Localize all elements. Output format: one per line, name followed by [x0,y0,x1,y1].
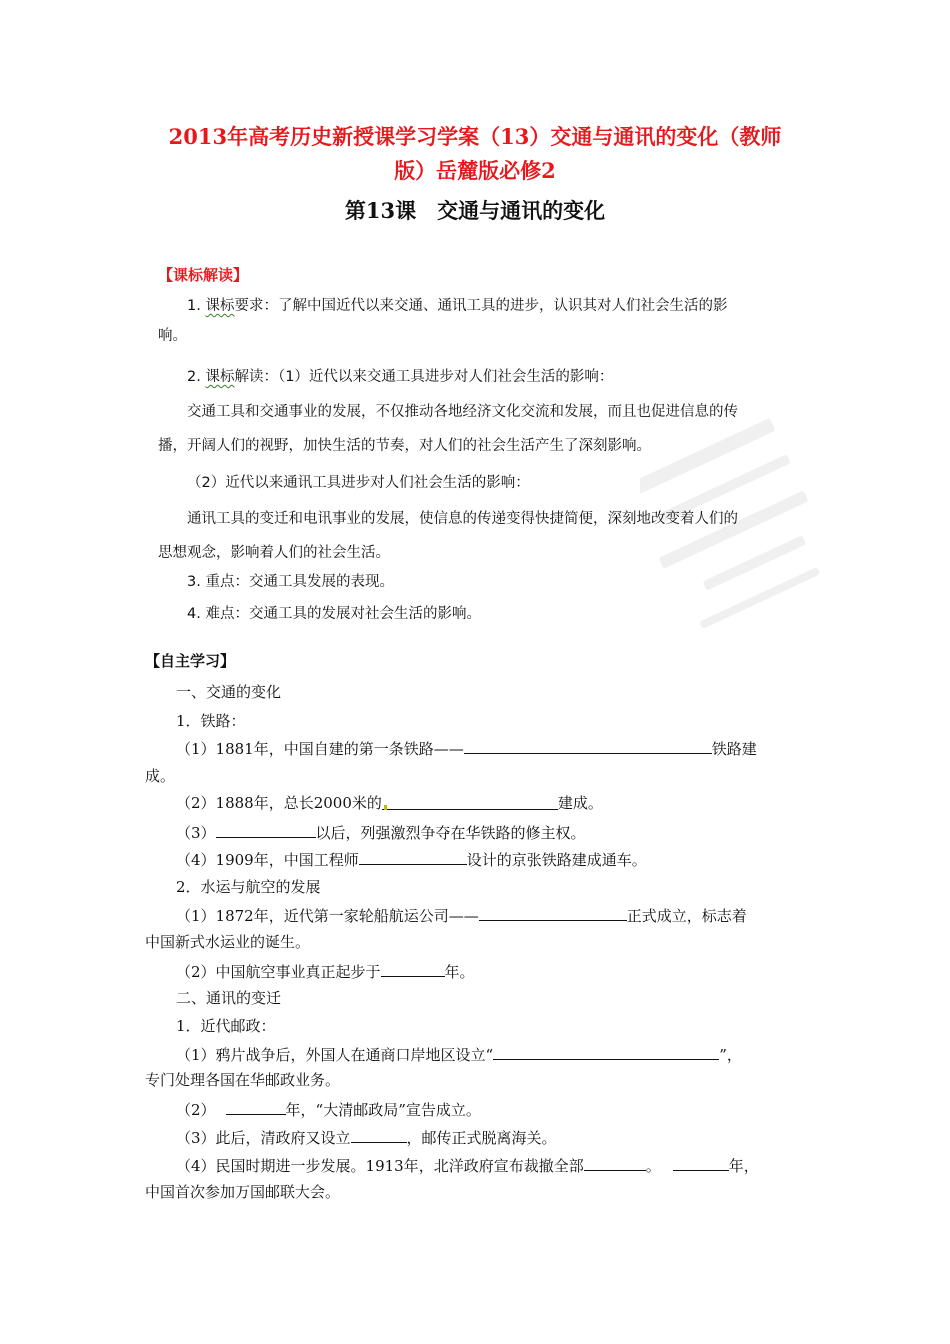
water-air-heading: 2．水运与航空的发展 [176,878,321,896]
postal-q1-blank[interactable] [493,1043,719,1060]
postal-q3-suffix: ，邮传正式脱离海关。 [406,1129,557,1147]
postal-q3 [176,1126,557,1148]
interp-label: 课标 [205,369,235,385]
water-q1-wrap: 中国新式水运业的诞生。 [145,933,311,951]
railway-q4-suffix: 设计的京张铁路建成通车。 [466,851,647,869]
postal-q3-blank[interactable] [351,1126,407,1143]
key-point: 3. 重点：交通工具发展的表现。 [187,574,394,590]
postal-q2-text: （2） [176,1101,216,1119]
railway-q1-blank[interactable] [464,737,712,754]
postal-q4-blank-2[interactable] [673,1154,729,1171]
postal-q1-wrap: 专门处理各国在华邮政业务。 [145,1071,341,1089]
water-q1-suffix: 正式成立，标志着 [626,907,747,925]
req-text: 要求：了解中国近代以来交通、通讯工具的进步，认识其对人们社会生活的影 [234,298,728,314]
self-study-heading: 【自主学习】 [145,652,236,670]
postal-q4 [176,1154,759,1176]
railway-q4-text: （4）1909年，中国工程师 [176,851,359,869]
postal-q1-text: （1）鸦片战争后，外国人在通商口岸地区设立“ [176,1046,494,1064]
water-q1-text: （1）1872年，近代第一家轮船航运公司—— [176,907,479,925]
postal-q4-wrap: 中国首次参加万国邮联大会。 [145,1183,341,1201]
railway-q3-blank[interactable] [216,821,316,838]
railway-q2-suffix: 建成。 [557,794,603,812]
water-q2 [176,960,475,982]
interp-prefix: 2. [187,369,206,385]
postal-q2 [176,1098,481,1120]
document-title-line1: 2013年高考历史新授课学习学案（13）交通与通讯的变化（教师 [168,124,782,149]
railway-q3-text: （3） [176,824,216,842]
postal-q4-text: （4）民国时期进一步发展。1913年，北洋政府宣布裁撤全部 [176,1157,584,1175]
curriculum-interpretation [187,367,613,387]
curriculum-requirement [187,296,727,316]
postal-q3-text: （3）此后，清政府又设立 [176,1129,351,1147]
lesson-title: 第13课 交通与通讯的变化 [344,198,606,223]
railway-q2-text: （2）1888年，总长2000米的 [176,794,382,812]
railway-q1 [176,737,757,759]
postal-q2-blank[interactable] [226,1098,286,1115]
interp-text: 解读：（1）近代以来交通工具进步对人们社会生活的影响： [234,369,614,385]
curriculum-heading: 【课标解读】 [158,266,249,284]
postal-q4-suffix: 年， [728,1157,759,1175]
postal-q4-blank-1[interactable] [584,1154,646,1171]
interp2-heading: （2）近代以来通讯工具进步对人们社会生活的影响： [187,475,530,491]
section-communication: 二、通讯的变迁 [176,989,282,1007]
railway-q4 [176,848,647,870]
railway-q2 [176,793,603,813]
railway-heading: 1．铁路： [176,712,246,730]
req-prefix: 1. [187,298,206,314]
water-q1-blank[interactable] [479,904,627,921]
railway-q1-text: （1）1881年，中国自建的第一条铁路—— [176,740,464,758]
railway-q1-wrap: 成。 [145,767,176,785]
interp2-line2: 思想观念，影响着人们的社会生活。 [158,545,390,561]
curriculum-requirement-wrap: 响。 [158,328,187,344]
document-title-line2: 版）岳麓版必修2 [394,158,556,183]
railway-q2-blank[interactable] [382,793,558,810]
water-q2-suffix: 年。 [444,963,475,981]
water-q2-text: （2）中国航空事业真正起步于 [176,963,381,981]
section-transport: 一、交通的变化 [176,683,282,701]
railway-q4-blank[interactable] [359,848,467,865]
postal-heading: 1．近代邮政： [176,1017,276,1035]
railway-q1-suffix: 铁路建 [711,740,757,758]
interp1-line2: 播，开阔人们的视野，加快生活的节奏，对人们的社会生活产生了深刻影响。 [158,438,651,454]
difficulty-point: 4. 难点：交通工具的发展对社会生活的影响。 [187,606,481,622]
postal-q4-mid: 。 [645,1157,661,1175]
postal-q1-suffix: ”， [719,1046,742,1064]
railway-q3 [176,821,586,843]
interp2-line1: 通讯工具的变迁和电讯事业的发展，使信息的传递变得快捷简便，深刻地改变着人们的 [187,511,738,527]
railway-q3-suffix: 以后，列强激烈争夺在华铁路的修主权。 [315,824,586,842]
water-q2-blank[interactable] [381,960,445,977]
postal-q2-suffix: 年，“大清邮政局”宣告成立。 [285,1101,481,1119]
postal-q1 [176,1043,742,1065]
interp1-line1: 交通工具和交通事业的发展，不仅推动各地经济文化交流和发展，而且也促进信息的传 [187,404,738,420]
water-q1 [176,904,747,926]
req-label: 课标 [205,298,235,314]
